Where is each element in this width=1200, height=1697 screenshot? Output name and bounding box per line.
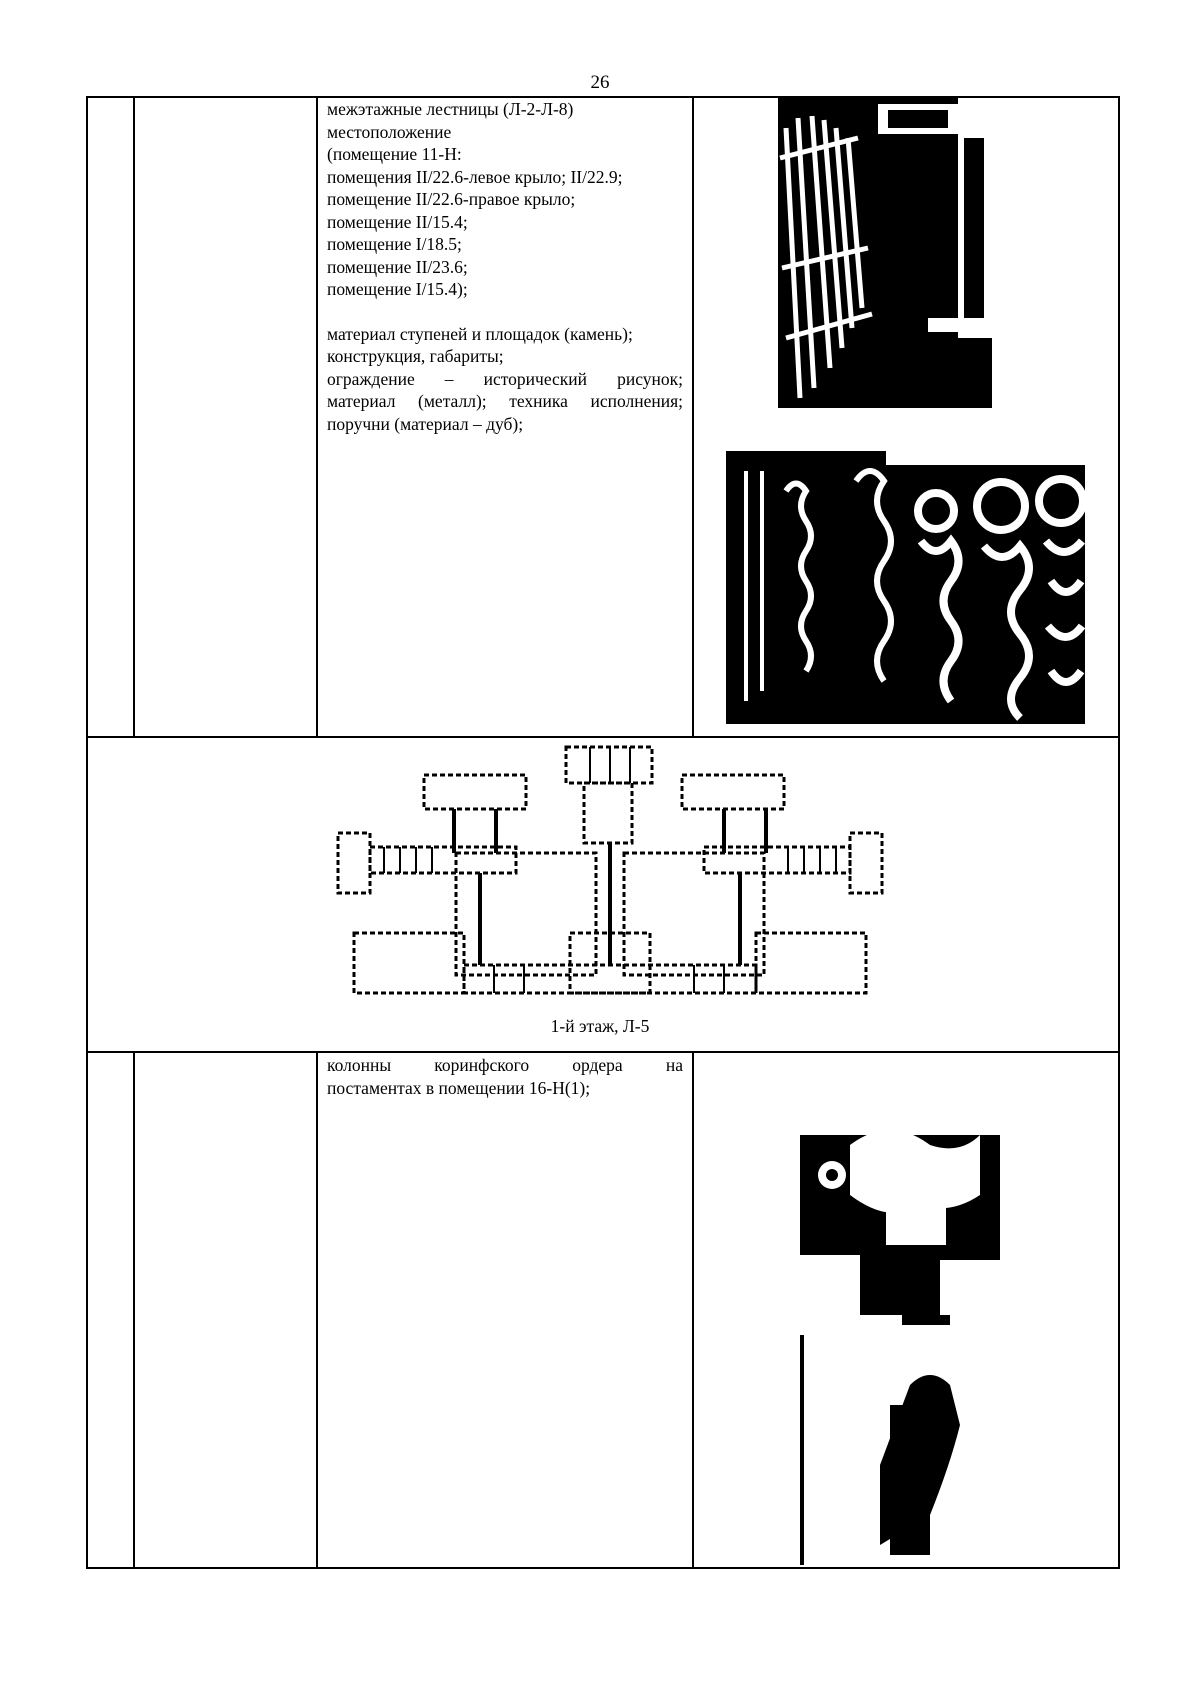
page-number: 26 [590, 72, 610, 93]
text-line: помещение I/18.5; [327, 234, 462, 254]
column-divider [316, 1051, 318, 1569]
column-divider [692, 1051, 694, 1569]
text-line: постаментах в помещении 16-Н(1); [327, 1077, 591, 1098]
corinthian-column-photo [790, 1055, 1012, 1565]
staircase-photo [778, 98, 992, 408]
column-divider [316, 96, 318, 737]
text-line: помещение II/22.6-правое крыло; [327, 189, 576, 209]
text-line: помещение I/15.4); [327, 279, 468, 299]
text-line: помещение II/15.4; [327, 211, 468, 232]
text-line: материал ступеней и площадок (камень); [327, 323, 633, 344]
description-cell-columns [327, 1054, 683, 1099]
text-line: поручни (материал – дуб); [327, 413, 524, 434]
text-line: материал (металл); техника исполнения; [327, 391, 683, 411]
text-line: межэтажные лестницы (Л-2-Л-8) [327, 99, 574, 119]
column-divider [133, 1051, 135, 1569]
text-line: помещения II/22.6-левое крыло; II/22.9; [327, 166, 623, 187]
floor-plan-caption: 1-й этаж, Л-5 [550, 1016, 650, 1036]
description-cell-stairs [327, 98, 683, 435]
text-line: ограждение – исторический рисунок; [327, 368, 683, 389]
text-line: помещение II/23.6; [327, 256, 468, 277]
text-line: конструкция, габариты; [327, 346, 504, 366]
text-line: (помещение 11-Н: [327, 144, 462, 164]
text-line: колонны коринфского ордера на [327, 1055, 683, 1075]
railing-ornament-photo [726, 451, 1085, 724]
floor-plan-diagram [334, 743, 886, 1005]
text-line: местоположение [327, 121, 452, 142]
column-divider [133, 96, 135, 737]
row-divider [86, 1051, 1120, 1053]
row-divider [86, 736, 1120, 738]
column-divider [692, 96, 694, 737]
